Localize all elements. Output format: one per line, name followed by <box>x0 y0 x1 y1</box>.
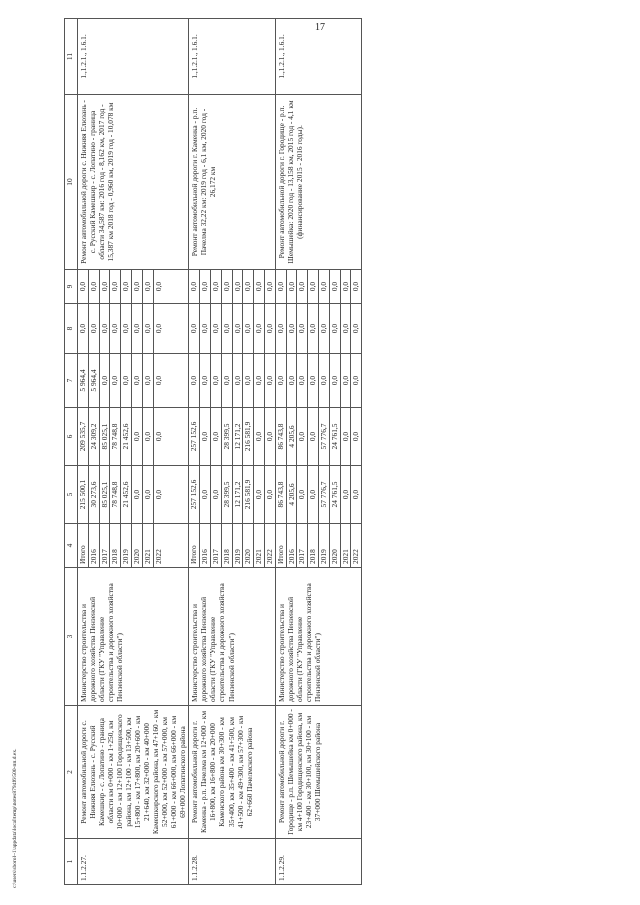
amount-c6-cell-value: 0,0 <box>264 431 274 442</box>
amount-c8-cell <box>189 304 275 354</box>
year-cell-value: 2017 <box>211 524 222 567</box>
amount-c7-cell-value: 0,0 <box>297 354 308 407</box>
year-cell-value: 2019 <box>319 524 330 567</box>
year-cell-value: 2016 <box>287 524 298 567</box>
amount-total-cell-value: 30 273,6 <box>89 466 100 523</box>
year-cell-value: 2016 <box>89 524 100 567</box>
amount-c6-cell-value: 0,0 <box>351 431 361 442</box>
amount-c6-cell <box>275 408 361 466</box>
amount-c9-cell-value: 0,0 <box>121 270 132 303</box>
amount-c6-cell-value: 209 535,7 <box>78 408 89 465</box>
amount-total-cell-value: 257 152,6 <box>189 466 200 523</box>
amount-c6-cell-value: 0,0 <box>308 408 319 465</box>
year-cell-value: 2016 <box>200 524 211 567</box>
year-cell-value: 2022 <box>351 549 361 564</box>
amount-c7-cell-value: 0,0 <box>308 354 319 407</box>
amount-c6-cell-value: 0,0 <box>200 408 211 465</box>
amount-c7-cell-value: 5 964,4 <box>78 354 89 407</box>
col-header-4: 4 <box>65 524 78 568</box>
amount-c9-cell-value: 0,0 <box>351 281 361 292</box>
year-cell-value: 2021 <box>254 524 265 567</box>
amount-total-cell <box>78 466 189 524</box>
amount-c7-cell-value: 0,0 <box>276 354 287 407</box>
amount-c8-cell-value: 0,0 <box>264 323 274 334</box>
year-cell-value: 2020 <box>132 524 143 567</box>
row-code: 1.1.2.27. <box>78 839 189 885</box>
amount-c7-cell-value: 0,0 <box>243 354 254 407</box>
amount-total-cell-value: 78 748,8 <box>110 466 121 523</box>
col-header-6: 6 <box>65 408 78 466</box>
amount-c9-cell-value: 0,0 <box>264 281 274 292</box>
row-result: Ремонт автомобильной дороги г. Каменка - р.п. Пачелма 32,22 км: 2019 год - 6,1 км, 2020 год - 26,172 км <box>189 95 275 270</box>
amount-c9-cell-value: 0,0 <box>319 270 330 303</box>
year-cell-value: 2019 <box>233 524 244 567</box>
amount-c8-cell-value: 0,0 <box>200 304 211 353</box>
amount-total-cell <box>189 466 275 524</box>
amount-c7-cell-value: 0,0 <box>189 354 200 407</box>
col-header-2: 2 <box>65 706 78 839</box>
year-cell-value: 2018 <box>222 524 233 567</box>
col-header-9: 9 <box>65 270 78 304</box>
amount-c8-cell-value: 0,0 <box>341 304 352 353</box>
amount-total-cell-value: 0,0 <box>308 466 319 523</box>
amount-c6-cell-value: 257 152,6 <box>189 408 200 465</box>
amount-c7-cell-value: 0,0 <box>254 354 265 407</box>
col-header-11: 11 <box>65 19 78 95</box>
landscape-page <box>64 20 622 885</box>
amount-total-cell-value: 28 399,5 <box>222 466 233 523</box>
amount-c6-cell <box>189 408 275 466</box>
amount-c7-cell-value: 5 964,4 <box>89 354 100 407</box>
row-code: 1.1.2.29. <box>275 839 361 885</box>
amount-c6-cell-value: 0,0 <box>341 408 352 465</box>
amount-c6-cell-value: 24 761,5 <box>330 408 341 465</box>
col-header-7: 7 <box>65 354 78 408</box>
footer-file-path: c:\users\sborol~1\appdata\local\temp\notes8794f6\500-пп.d.ex. <box>12 748 18 888</box>
amount-c7-cell <box>78 354 189 408</box>
amount-c8-cell-value: 0,0 <box>132 304 143 353</box>
amount-c7-cell-value: 0,0 <box>143 354 154 407</box>
row-reference: 1.,1.2.1., 1.6.1. <box>78 19 189 95</box>
table-row <box>189 19 275 885</box>
amount-c9-cell-value: 0,0 <box>243 270 254 303</box>
col-header-5: 5 <box>65 466 78 524</box>
year-cell-value: 2018 <box>110 524 121 567</box>
amount-total-cell-value: 21 452,6 <box>121 466 132 523</box>
amount-c7-cell-value: 0,0 <box>132 354 143 407</box>
amount-c7-cell-value: 0,0 <box>287 354 298 407</box>
amount-total-cell-value: 0,0 <box>132 466 143 523</box>
amount-c6-cell-value: 0,0 <box>153 431 163 442</box>
amount-c8-cell-value: 0,0 <box>222 304 233 353</box>
year-cell-value: 2017 <box>100 524 111 567</box>
year-cell-value: 2019 <box>121 524 132 567</box>
amount-c9-cell-value: 0,0 <box>200 270 211 303</box>
amount-c9-cell-value: 0,0 <box>110 270 121 303</box>
amount-c9-cell-value: 0,0 <box>287 270 298 303</box>
program-table <box>64 18 362 885</box>
amount-c6-cell-value: 24 309,2 <box>89 408 100 465</box>
amount-c7-cell-value: 0,0 <box>341 354 352 407</box>
amount-c8-cell-value: 0,0 <box>233 304 244 353</box>
table-row <box>275 19 361 885</box>
amount-total-cell <box>275 466 361 524</box>
amount-c8-cell-value: 0,0 <box>287 304 298 353</box>
amount-total-cell-value: 216 581,9 <box>243 466 254 523</box>
amount-c6-cell-value: 12 171,2 <box>233 408 244 465</box>
amount-c6-cell-value: 0,0 <box>132 408 143 465</box>
year-cell-value: 2021 <box>143 524 154 567</box>
amount-c8-cell <box>275 304 361 354</box>
amount-c7-cell-value: 0,0 <box>200 354 211 407</box>
amount-c7-cell <box>275 354 361 408</box>
amount-total-cell-value: 24 761,5 <box>330 466 341 523</box>
amount-total-cell-value: 0,0 <box>297 466 308 523</box>
year-cell-value: Итого <box>189 524 200 567</box>
row-code: 1.1.2.28. <box>189 839 275 885</box>
amount-c7-cell-value: 0,0 <box>211 354 222 407</box>
amount-c7-cell-value: 0,0 <box>100 354 111 407</box>
year-cell <box>189 524 275 568</box>
amount-c9-cell-value: 0,0 <box>211 270 222 303</box>
row-executor: Министерство строительства и дорожного хозяйства Пензенской области (ГКУ "Управление строительства и дорожного хозяйства Пензенской области") <box>189 568 275 706</box>
amount-c6-cell-value: 0,0 <box>143 408 154 465</box>
amount-c7-cell-value: 0,0 <box>222 354 233 407</box>
year-cell-value: Итого <box>276 524 287 567</box>
amount-c9-cell-value: 0,0 <box>233 270 244 303</box>
amount-c8-cell-value: 0,0 <box>297 304 308 353</box>
amount-c6-cell-value: 0,0 <box>254 408 265 465</box>
amount-c6-cell-value: 0,0 <box>297 408 308 465</box>
amount-c6-cell-value: 86 743,8 <box>276 408 287 465</box>
amount-c6-cell-value: 57 776,7 <box>319 408 330 465</box>
year-cell <box>275 524 361 568</box>
amount-c9-cell-value: 0,0 <box>297 270 308 303</box>
amount-c9-cell-value: 0,0 <box>222 270 233 303</box>
amount-c8-cell-value: 0,0 <box>78 304 89 353</box>
row-executor: Министерство строительства и дорожного хозяйства Пензенской области (ГКУ "Управление строительства и дорожного хозяйства Пензенской области") <box>275 568 361 706</box>
year-cell-value: 2022 <box>153 549 163 564</box>
amount-c8-cell-value: 0,0 <box>308 304 319 353</box>
amount-c6-cell <box>78 408 189 466</box>
row-result: Ремонт автомобильной дороги г. Городище - р.п. Шемышейка: 2020 год - 13,158 км, 2015 год - 4,1 км (финансирование 2015 - 2016 годы). <box>275 95 361 270</box>
amount-total-cell-value: 0,0 <box>351 489 361 500</box>
amount-c9-cell-value: 0,0 <box>341 270 352 303</box>
amount-c6-cell-value: 21 452,6 <box>121 408 132 465</box>
amount-c9-cell-value: 0,0 <box>89 270 100 303</box>
amount-c7-cell-value: 0,0 <box>319 354 330 407</box>
amount-c7-cell-value: 0,0 <box>233 354 244 407</box>
col-header-8: 8 <box>65 304 78 354</box>
row-reference: 1.,1.2.1., 1.6.1. <box>189 19 275 95</box>
amount-c8-cell-value: 0,0 <box>89 304 100 353</box>
amount-total-cell-value: 0,0 <box>254 466 265 523</box>
amount-total-cell-value: 4 205,6 <box>287 466 298 523</box>
year-cell-value: 2017 <box>297 524 308 567</box>
amount-c9-cell-value: 0,0 <box>276 270 287 303</box>
year-cell-value: 2021 <box>341 524 352 567</box>
col-header-3: 3 <box>65 568 78 706</box>
year-cell-value: 2022 <box>264 549 274 564</box>
row-result: Ремонт автомобильной дороги с. Нижняя Елюзань - с. Русский Камешкир - с. Лопатино - граница области 34,587 км: 2016 год - 8,162 км, 2017 год - 15,387 км 2018 год - 0,960 км, 2019 год - 10,078 км <box>78 95 189 270</box>
row-reference: 1.,1.2.1., 1.6.1. <box>275 19 361 95</box>
amount-c6-cell-value: 0,0 <box>211 408 222 465</box>
amount-c8-cell-value: 0,0 <box>276 304 287 353</box>
amount-c8-cell-value: 0,0 <box>351 323 361 334</box>
amount-c9-cell-value: 0,0 <box>189 270 200 303</box>
amount-c7-cell-value: 0,0 <box>264 375 274 386</box>
amount-c9-cell-value: 0,0 <box>143 270 154 303</box>
amount-c7-cell-value: 0,0 <box>121 354 132 407</box>
column-number-row <box>65 19 78 885</box>
amount-c9-cell-value: 0,0 <box>153 281 163 292</box>
amount-c7-cell <box>189 354 275 408</box>
amount-c8-cell <box>78 304 189 354</box>
amount-c8-cell-value: 0,0 <box>143 304 154 353</box>
amount-total-cell-value: 12 171,2 <box>233 466 244 523</box>
amount-c9-cell-value: 0,0 <box>330 270 341 303</box>
year-cell-value: 2020 <box>330 524 341 567</box>
amount-c9-cell-value: 0,0 <box>132 270 143 303</box>
amount-c8-cell-value: 0,0 <box>211 304 222 353</box>
amount-c8-cell-value: 0,0 <box>100 304 111 353</box>
amount-c9-cell-value: 0,0 <box>100 270 111 303</box>
amount-total-cell-value: 0,0 <box>143 466 154 523</box>
amount-total-cell-value: 0,0 <box>264 489 274 500</box>
amount-total-cell-value: 0,0 <box>200 466 211 523</box>
amount-c9-cell-value: 0,0 <box>78 270 89 303</box>
row-name: Ремонт автомобильной дороги г. Городище - р.п. Шемышейка км 0+000 - км 4+100 Городищенского района, км 23+400 - км 30+100, км 30+100 - км 37+000 Шемышейского района <box>275 706 361 839</box>
amount-c6-cell-value: 28 399,5 <box>222 408 233 465</box>
amount-c6-cell-value: 78 748,8 <box>110 408 121 465</box>
amount-c8-cell-value: 0,0 <box>110 304 121 353</box>
amount-c6-cell-value: 4 205,6 <box>287 408 298 465</box>
amount-c7-cell-value: 0,0 <box>153 375 163 386</box>
amount-c8-cell-value: 0,0 <box>189 304 200 353</box>
row-name: Ремонт автомобильной дороги г. Каменка - р.п. Пачелма км 12+000 - км 16+800, км 16+800 - км 20+000 Каменского района км 30+300 - км 35+400, км 35+400 - км 41+500, км 41+500 - км 49+300, км 57+300 - км 62+660 Пачелмского района <box>189 706 275 839</box>
amount-c8-cell-value: 0,0 <box>153 323 163 334</box>
amount-c7-cell-value: 0,0 <box>110 354 121 407</box>
amount-c9-cell <box>275 270 361 304</box>
amount-c7-cell-value: 0,0 <box>351 375 361 386</box>
amount-total-cell-value: 86 743,8 <box>276 466 287 523</box>
amount-c9-cell <box>78 270 189 304</box>
amount-c9-cell-value: 0,0 <box>308 270 319 303</box>
amount-total-cell-value: 0,0 <box>211 466 222 523</box>
amount-c8-cell-value: 0,0 <box>121 304 132 353</box>
amount-c8-cell-value: 0,0 <box>243 304 254 353</box>
amount-total-cell-value: 57 776,7 <box>319 466 330 523</box>
page-number: 17 <box>315 22 325 33</box>
amount-total-cell-value: 215 500,1 <box>78 466 89 523</box>
amount-total-cell-value: 0,0 <box>153 489 163 500</box>
year-cell-value: Итого <box>78 524 89 567</box>
year-cell <box>78 524 189 568</box>
amount-c9-cell <box>189 270 275 304</box>
amount-c8-cell-value: 0,0 <box>319 304 330 353</box>
amount-c8-cell-value: 0,0 <box>254 304 265 353</box>
amount-total-cell-value: 0,0 <box>341 466 352 523</box>
table-row <box>78 19 189 885</box>
row-executor: Министерство строительства и дорожного хозяйства Пензенской области (ГКУ "Управление строительства и дорожного хозяйства Пензенской области") <box>78 568 189 706</box>
row-name: Ремонт автомобильной дороги с. Нижняя Елюзань - с. Русский Камешкир - с. Лопатино - граница области км 0+000 - км 1+250, км 10+000 - км 12+100 Городищенского района, км 12+100 - км 13+500, км 15+800 - км 17+800, км 20+600 - км 21+640, км 32+000 - км 40+000 Камешкирского района, км 47+160 - км 52+000, км 52+000 - км 57+000, км 61+000 - км 66+000, км 66+000 - км 69+000 Лопатинского района <box>78 706 189 839</box>
col-header-1: 1 <box>65 839 78 885</box>
table-body <box>78 19 362 885</box>
amount-c6-cell-value: 216 581,9 <box>243 408 254 465</box>
amount-c8-cell-value: 0,0 <box>330 304 341 353</box>
year-cell-value: 2020 <box>243 524 254 567</box>
amount-c7-cell-value: 0,0 <box>330 354 341 407</box>
amount-c9-cell-value: 0,0 <box>254 270 265 303</box>
year-cell-value: 2018 <box>308 524 319 567</box>
amount-c6-cell-value: 85 025,1 <box>100 408 111 465</box>
col-header-10: 10 <box>65 95 78 270</box>
amount-total-cell-value: 85 025,1 <box>100 466 111 523</box>
